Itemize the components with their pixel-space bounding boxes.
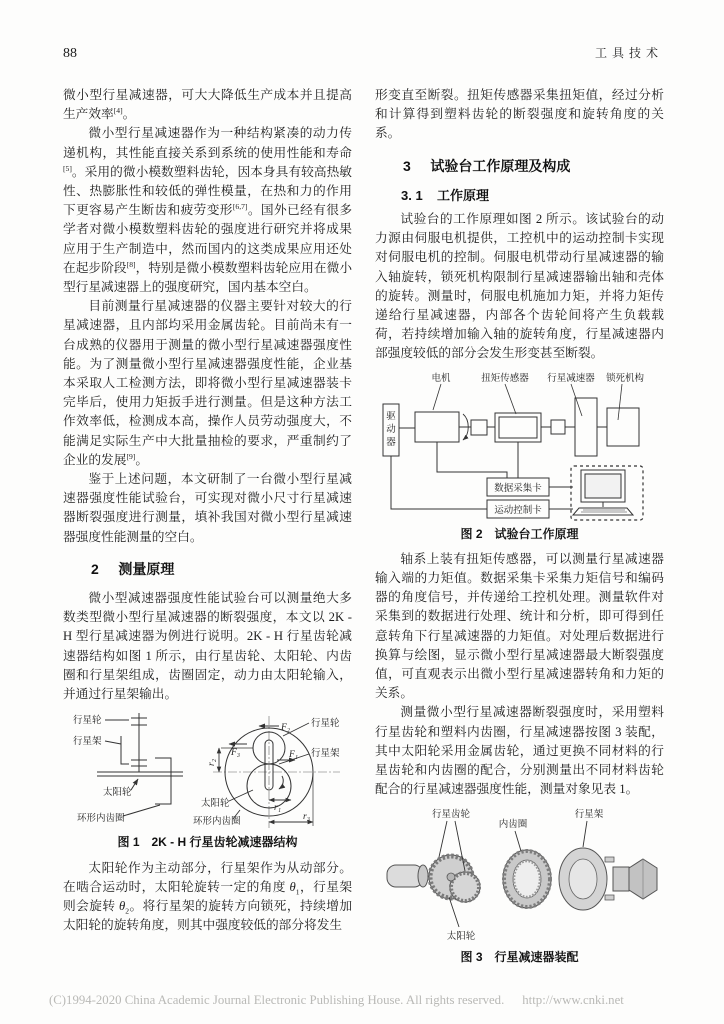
section-number: 2 <box>91 560 99 577</box>
fig1-label-f2: F₂ <box>281 723 291 734</box>
fig1-label-sun-left: 太阳轮 <box>103 788 132 799</box>
fig3-sun-gear-shape <box>447 873 455 881</box>
section-number: 3 <box>403 157 411 174</box>
copyright-text: (C)1994-2020 China Academic Journal Electronic Publishing House. All rights reserved. <box>49 993 505 1007</box>
fig1-label-r1: r₁ <box>274 803 281 814</box>
fig3-label-planet-gear: 行星齿轮 <box>431 810 471 821</box>
figure-2-caption <box>375 525 664 544</box>
fig2-reducer-box <box>575 398 597 456</box>
paragraph: 测量微小型行星减速器断裂强度时，采用塑料行星齿轮和塑料内齿圈，行星减速器按图 3 装配，其中太阳轮采用金属齿轮，通过更换不同材料的行星齿轮和内齿圈的配合，分别测量出不同材料齿轮配合的行星减速器强度性能，测量对象见表 1。 <box>375 705 664 797</box>
figure-2 <box>375 370 664 544</box>
paragraph: 微小型行星减速器作为一种结构紧凑的动力传递机构，其性能直接关系到系统的使用性能和寿命[5]。采用的微小模数塑料齿轮，因本身具有较高热敏性、热膨胀性和较低的弹性模量，在热和力的作用下更容易产生断齿和疲劳变形[6,7]。国外已经有很多学者对微小模数塑料齿轮的强度进行研究并将成果应用于生产制造中，然而国内的这类成果应用还处在起步阶段[8]，特别是微小模数塑料齿轮应用在微小型行星减速器上的强度研究，国内基本空白。 <box>63 126 353 295</box>
right-column <box>375 86 664 974</box>
subsection-title: 工作原理 <box>436 187 489 203</box>
figure-2-caption-text: 试验台工作原理 <box>494 526 579 541</box>
subsection-number: 3. 1 <box>401 187 423 203</box>
figure-3-caption-number: 图 3 <box>460 950 483 965</box>
fig1-label-sun-right: 太阳轮 <box>201 799 230 810</box>
figure-1-caption-text: 2K - H 行星齿轮减速器结构 <box>151 835 298 850</box>
paragraph: 鉴于上述问题，本文研制了一台微小型行星减速器强度性能试验台，可实现对微小尺寸行星减速器断裂强度进行测量，填补我国对微小型行星减速器强度性能测量的空白。 <box>63 472 352 544</box>
paragraph: 试验台的工作原理如图 2 所示。该试验台的动力源由伺服电机提供，工控机中的运动控制卡实现对伺服电机的控制。伺服电机带动行星减速器的输入轴旋转，锁死机构限制行星减速器输出轴和壳体的旋转。测量时，伺服电机施加力矩，并将力矩传递给行星减速器，内部各个齿轮间将产生负载载荷，若持续增加输入轴的旋转角度，行星减速器内部强度较低的部分会发生形变甚至断裂。 <box>375 212 664 361</box>
figure-1 <box>63 710 352 852</box>
fig2-label-mcc: 运动控制卡 <box>494 505 542 516</box>
journal-name: 工具技术 <box>594 46 663 60</box>
fig1-label-r3: r₃ <box>303 812 310 823</box>
fig2-label-driver-char2: 动 <box>386 424 396 435</box>
page-number: 88 <box>63 46 77 61</box>
figure-3-caption-text: 行星减速器装配 <box>494 950 579 965</box>
fig3-label-internal-gear: 内齿圈 <box>498 820 528 831</box>
fig1-label-carrier-left: 行星架 <box>73 737 102 748</box>
fig3-exploded-view <box>387 821 657 927</box>
fig2-label-lock: 锁死机构 <box>605 373 645 384</box>
paragraph: 目前测量行星减速器的仪器主要针对较大的行星减速器，且内部均采用金属齿轮。目前尚未有一台成熟的仪器用于测量的微小型行星减速器强度性能。为了测量微小型行星减速器强度性能，企业基本采取人工检测方法，即将微小型行星减速器装卡完毕后，使用力矩扳手进行测量。但是这种方法工作效率低，检测成本高，操作人员劳动强度大，不能满足实际生产中大批量抽检的要求，严重制约了企业的发展[9]。 <box>63 299 352 467</box>
fig2-block-diagram <box>383 384 643 520</box>
paragraph: 形变直至断裂。扭矩传感器采集扭矩值，经过分析和计算得到塑料齿轮的断裂强度和旋转角度的关系。 <box>375 88 664 141</box>
two-column-body <box>63 86 663 974</box>
figure-3-caption <box>375 948 664 967</box>
figure-1-drawing <box>63 710 352 830</box>
fig1-label-planet-right: 行星轮 <box>311 719 340 730</box>
fig1-label-carrier-right: 行星架 <box>311 749 340 760</box>
fig2-label-driver-char3: 器 <box>386 437 396 448</box>
fig2-label-daq: 数据采集卡 <box>494 483 542 494</box>
fig2-label-reducer: 行星减速器 <box>547 373 595 384</box>
left-column <box>63 86 352 974</box>
page-footer <box>49 993 689 1008</box>
paragraph: 微小型减速器强度性能试验台可以测量绝大多数类型微小型行星减速器的断裂强度，本文以 2K - H 型行星减速器为例进行说明。2K - H 行星齿轮减速器结构如图 1 所示，由行星齿轮、太阳轮、内齿圈和行星架组成，齿圈固定，动力由太阳轮输入，并通过行星架输出。 <box>63 591 352 702</box>
fig2-label-motor: 电机 <box>431 373 451 384</box>
page-header <box>63 44 663 62</box>
paragraph: 微小型行星减速器，可大大降低生产成本并且提高生产效率[4]。 <box>63 88 352 122</box>
paragraph: 太阳轮作为主动部分，行星架作为从动部分。在啮合运动时，太阳轮旋转一定的角度 $\theta_1$，行星架则会旋转 $\theta_2$。将行星架的旋转方向锁死，持续增加太阳轮的旋转角度，则其中强度较低的部分将发生 <box>63 860 353 933</box>
fig1-label-ring-left: 环形内齿圈 <box>77 814 125 825</box>
section-heading-test-bench <box>375 157 664 176</box>
fig1-label-ring-right: 环形内齿圈 <box>193 817 241 828</box>
fig3-label-sun-gear: 太阳轮 <box>446 932 476 943</box>
fig2-lock-box <box>607 408 639 446</box>
figure-2-caption-number: 图 2 <box>460 526 483 541</box>
paragraph: 轴系上装有扭矩传感器，可以测量行星减速器输入端的力矩值。数据采集卡采集力矩信号和编码器的角度信号，并传递给工控机处理。测量软件对采集到的数据进行处理、统计和分析，即可得到任意转角下行星减速器的力矩值。对处理后数据进行换算与绘图，显示微小型行星减速器最大断裂强度值，可直观表示出微小型行星减速器转角和力矩的关系。 <box>375 551 664 701</box>
fig1-label-f3: F₃ <box>231 748 241 759</box>
fig1-left-schematic <box>97 713 183 816</box>
figure-1-caption-number: 图 1 <box>117 835 140 850</box>
section-heading-measurement-principle <box>63 560 352 579</box>
fig3-label-carrier: 行星架 <box>574 810 604 821</box>
footer-url: http://www.cnki.net <box>522 993 624 1007</box>
fig2-computer <box>571 466 643 520</box>
fig1-label-planet-left: 行星轮 <box>73 716 102 727</box>
fig2-label-driver-char1: 驱 <box>386 411 396 422</box>
fig1-label-r2: r₂ <box>207 759 217 767</box>
section-title: 测量原理 <box>118 560 175 577</box>
section-title: 试验台工作原理及构成 <box>430 157 571 174</box>
subsection-heading-working-principle <box>375 186 664 205</box>
fig2-label-torque-sensor: 扭矩传感器 <box>481 373 529 384</box>
figure-2-drawing <box>375 370 664 522</box>
figure-1-caption <box>63 833 352 852</box>
fig1-label-f1: F₁ <box>289 750 299 761</box>
fig2-motor-box <box>415 412 459 442</box>
figure-3-drawing <box>375 805 664 945</box>
figure-3 <box>375 805 664 967</box>
